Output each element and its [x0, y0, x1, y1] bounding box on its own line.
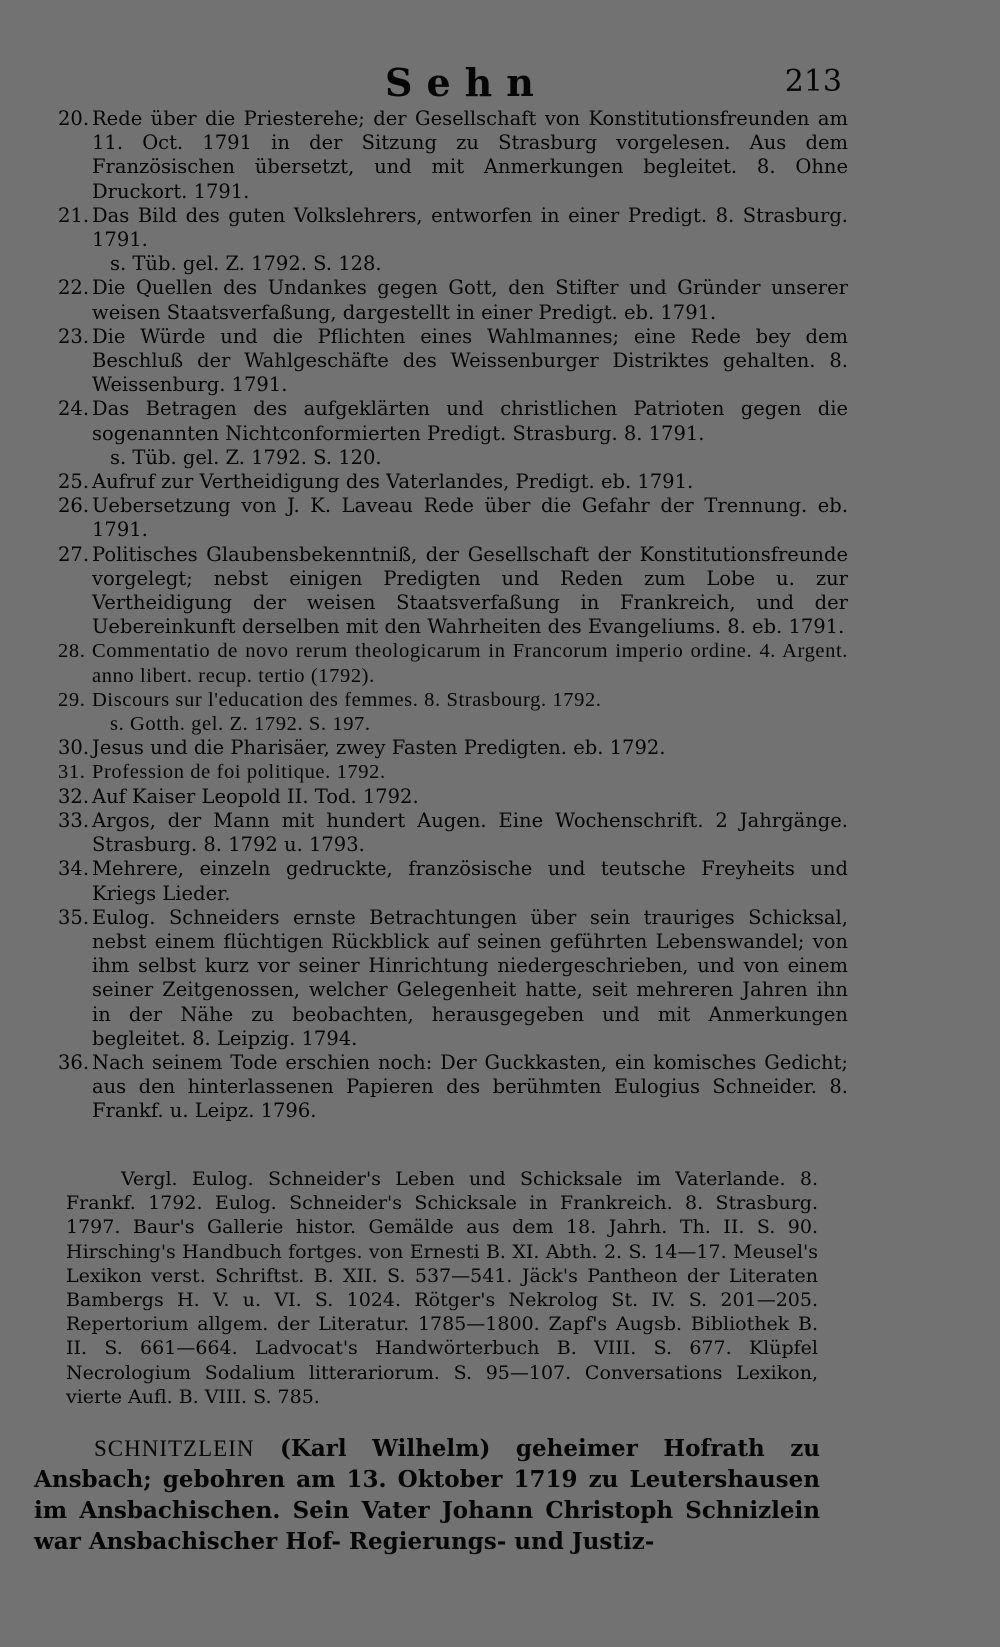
item-number: 26. [58, 494, 90, 518]
item-text: Die Quellen des Undankes gegen Gott, den Stifter und Gründer unserer weisen Staatsverfaßung, dargestellt in einer Predigt. eb. 1791. [92, 276, 848, 324]
bibliography-item [58, 204, 848, 277]
item-text: Mehrere, einzeln gedruckte, französische und teutsche Freyheits und Kriegs Lieder. [92, 857, 848, 905]
bibliography-item [58, 543, 848, 640]
item-text: Das Betragen des aufgeklärten und christlichen Patrioten gegen die sogenannten Nichtconformierten Predigt. Strasburg. 8. 1791. [92, 397, 848, 445]
item-number: 34. [58, 857, 90, 881]
item-number: 29. [58, 688, 86, 711]
bibliography-item [58, 276, 848, 324]
item-text: Discours sur l'education des femmes. 8. Strasbourg. 1792. [92, 688, 602, 711]
item-text: Politisches Glaubensbekenntniß, der Gesellschaft der Konstitutionsfreunde vorgelegt; nebst einigen Predigten und Reden zum Lobe u. zur Vertheidigung der weisen Staatsverfaßung in Frankreich, und der Uebereinkunft derselben mit den Wahrheiten des Evangeliums. 8. eb. 1791. [92, 542, 848, 639]
item-number: 30. [58, 736, 90, 760]
bibliography-item [58, 760, 848, 784]
biography-text: (Karl Wilhelm) geheimer Hofrath zu Ansbach; gebohren am 13. Oktober 1719 zu Leutershausen im Ansbachischen. Sein Vater Johann Christoph Schnizlein war Ansbachischer Hof- Regierungs- und Justiz- [34, 1435, 820, 1555]
biography-entry [34, 1433, 820, 1557]
bibliography-item [58, 325, 848, 398]
bibliography-item [58, 470, 848, 494]
item-number: 22. [58, 276, 90, 300]
item-number: 23. [58, 324, 90, 348]
item-review-note: s. Gotth. gel. Z. 1792. S. 197. [110, 713, 371, 736]
item-text: Aufruf zur Vertheidigung des Vaterlandes, Predigt. eb. 1791. [92, 470, 694, 494]
item-text: Eulog. Schneiders ernste Betrachtungen über sein trauriges Schicksal, nebst einem flüchtigen Rückblick auf seinen geführten Lebenswandel; von ihm selbst kurz vor seiner Hinrichtung niedergeschrieben, und von einem seiner Zeitgenossen, welcher Gelegenheit hatte, seit mehreren Jahren ihn in der Nähe zu beobachten, herausgegeben und mit Anmerkungen begleitet. 8. Leipzig. 1794. [92, 905, 848, 1050]
bibliography-item [58, 688, 848, 736]
bibliography-item [58, 494, 848, 542]
bibliography-item [58, 736, 848, 760]
item-number: 35. [58, 905, 90, 929]
item-number: 25. [58, 470, 90, 494]
item-text: Die Würde und die Pflichten eines Wahlmannes; eine Rede bey dem Beschluß der Wahlgeschäfte des Weissenburger Distriktes gehalten. 8. Weissenburg. 1791. [92, 324, 848, 397]
bibliography-item [58, 906, 848, 1051]
item-text: Jesus und die Pharisäer, zwey Fasten Predigten. eb. 1792. [92, 736, 666, 760]
item-number: 20. [58, 107, 90, 130]
bibliography-item [58, 1051, 848, 1124]
page-number: 213 [784, 64, 842, 99]
item-number: 24. [58, 397, 90, 421]
biography-name: SCHNITZLEIN [94, 1436, 255, 1461]
item-text: Commentatio de novo rerum theologicarum in Francorum imperio ordine. 4. Argent. anno libert. recup. tertio (1792). [92, 640, 848, 687]
item-number: 27. [58, 542, 90, 566]
bibliography-item [58, 639, 848, 687]
item-review-note: s. Tüb. gel. Z. 1792. S. 120. [110, 445, 382, 469]
item-text: Rede über die Priesterehe; der Gesellschaft von Konstitutionsfreunden am 11. Oct. 1791 in der Sitzung zu Strasburg vorgelesen. Aus dem Französischen übersetzt, und mit Anmerkungen begleitet. 8. Ohne Druckort. 1791. [92, 107, 848, 203]
item-number: 31. [58, 761, 86, 784]
bibliography-item [58, 809, 848, 857]
references-paragraph: Vergl. Eulog. Schneider's Leben und Schicksale im Vaterlande. 8. Frankf. 1792. Eulog. Schneider's Schicksale in Frankreich. 8. Strasburg. 1797. Baur's Gallerie histor. Gemälde aus dem 18. Jahrh. Th. II. S. 90. Hirsching's Handbuch fortges. von Ernesti B. XI. Abth. 2. S. 14—17. Meusel's Lexikon verst. Schriftst. B. XII. S. 537—541. Jäck's Pantheon der Literaten Bambergs H. V. u. VI. S. 1024. Rötger's Nekrolog St. IV. S. 201—205. Repertorium allgem. der Literatur. 1785—1800. Zapf's Augsb. Bibliothek B. II. S. 661—664. Ladvocat's Handwörterbuch B. VIII. S. 677. Klüpfel Necrologium Sodalium litterariorum. S. 95—107. Conversations Lexikon, vierte Aufl. B. VIII. S. 785. [66, 1168, 818, 1408]
bibliography-item [58, 857, 848, 905]
item-number: 36. [58, 1050, 90, 1074]
item-text: Das Bild des guten Volkslehrers, entworfen in einer Predigt. 8. Strasburg. 1791. [92, 203, 848, 252]
item-review-note: s. Tüb. gel. Z. 1792. S. 128. [110, 252, 382, 276]
running-title: Sehn [385, 60, 548, 105]
bibliography-item [58, 107, 848, 204]
item-number: 32. [58, 784, 90, 808]
item-number: 21. [58, 203, 90, 227]
item-text: Auf Kaiser Leopold II. Tod. 1792. [92, 784, 419, 808]
item-text: Uebersetzung von J. K. Laveau Rede über die Gefahr der Trennung. eb. 1791. [92, 494, 848, 542]
page-header [0, 60, 1000, 104]
item-text: Profession de foi politique. 1792. [92, 761, 386, 784]
bibliography-item [58, 397, 848, 470]
bibliography-list [58, 107, 848, 1124]
item-number: 33. [58, 808, 90, 832]
item-number: 28. [58, 640, 86, 663]
item-text: Nach seinem Tode erschien noch: Der Guckkasten, ein komisches Gedicht; aus den hinterlassenen Papieren des berühmten Eulogius Schneider. 8. Frankf. u. Leipz. 1796. [92, 1050, 848, 1123]
item-text: Argos, der Mann mit hundert Augen. Eine Wochenschrift. 2 Jahrgänge. Strasburg. 8. 1792 u. 1793. [92, 808, 848, 857]
bibliography-item [58, 785, 848, 809]
